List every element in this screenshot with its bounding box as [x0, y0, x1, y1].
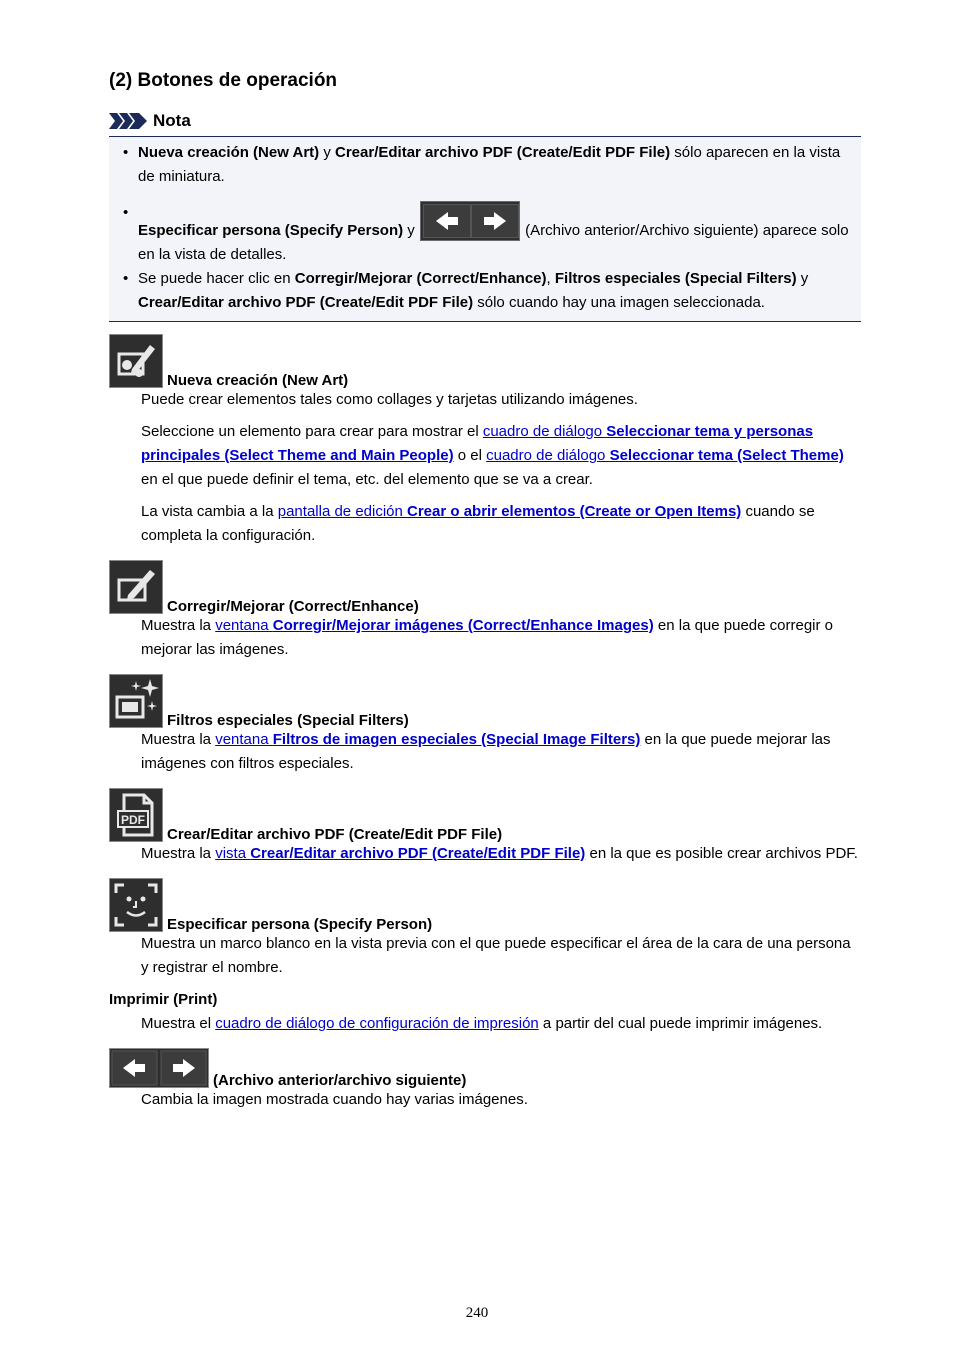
prev-next-buttons-image	[420, 201, 520, 241]
create-edit-pdf-view-link[interactable]: vista Crear/Editar archivo PDF (Create/Edit PDF File)	[215, 845, 586, 862]
text: ,	[546, 270, 555, 287]
print-description	[141, 1012, 861, 1036]
face-frame-icon	[109, 878, 163, 932]
print-label: Imprimir (Print)	[109, 991, 218, 1008]
previous-arrow-icon	[423, 204, 471, 238]
bullet: •	[123, 204, 129, 221]
next-arrow-icon	[471, 204, 519, 238]
text: y	[796, 270, 809, 287]
bold-term: Filtros especiales (Special Filters)	[554, 270, 797, 287]
text: Seleccione un elemento para crear para mostrar el	[141, 423, 483, 440]
create-open-items-link[interactable]: pantalla de edición Crear o abrir elementos (Create or Open Items)	[277, 503, 742, 520]
create-edit-pdf-description	[141, 842, 861, 866]
prev-next-label: (Archivo anterior/archivo siguiente)	[213, 1072, 467, 1089]
bold-term: Especificar persona (Specify Person)	[138, 222, 404, 239]
special-image-filters-link[interactable]: ventana Filtros de imagen especiales (Special Image Filters)	[215, 731, 641, 748]
bold-term: Crear/Editar archivo PDF (Create/Edit PDF File)	[335, 144, 671, 161]
text: en la que puede corregir o mejorar las imágenes.	[141, 617, 834, 658]
special-filters-description	[141, 728, 861, 776]
prev-next-description	[141, 1088, 861, 1112]
note-item	[123, 201, 851, 267]
paragraph: Muestra un marco blanco en la vista previa con el que puede especificar el área de la cara de una persona y registrar el nombre.	[141, 935, 851, 976]
entry-correct-enhance	[109, 560, 861, 662]
text: en la que puede mejorar las imágenes con filtros especiales.	[141, 731, 831, 772]
text: y	[319, 144, 336, 161]
text: en la que es posible crear archivos PDF.	[585, 845, 858, 862]
paragraph	[141, 614, 861, 662]
paragraph	[141, 420, 861, 492]
pdf-file-icon	[109, 788, 163, 842]
text: (Archivo anterior/Archivo siguiente) aparece solo en la vista de detalles.	[138, 222, 849, 263]
new-art-icon	[109, 334, 163, 388]
prev-next-buttons-image	[109, 1048, 209, 1088]
page-content	[109, 68, 861, 1112]
print-settings-dialog-link[interactable]: cuadro de diálogo de configuración de impresión	[215, 1015, 539, 1032]
entry-prev-next	[109, 1048, 861, 1112]
text: y	[403, 222, 419, 239]
bullet: •	[123, 270, 129, 287]
bullet: •	[123, 144, 129, 161]
paragraph: Puede crear elementos tales como collages y tarjetas utilizando imágenes.	[141, 391, 638, 408]
section-title: (2) Botones de operación	[109, 70, 338, 91]
bold-term: Crear/Editar archivo PDF (Create/Edit PDF File)	[138, 294, 474, 311]
text: en el que puede definir el tema, etc. del elemento que se va a crear.	[141, 471, 593, 488]
specify-person-description	[141, 932, 861, 980]
text: Se puede hacer clic en	[138, 270, 295, 287]
correct-enhance-description	[141, 614, 861, 662]
entry-new-art	[109, 334, 861, 548]
entry-specify-person	[109, 878, 861, 980]
paragraph	[141, 842, 861, 866]
text: Muestra el	[141, 1015, 216, 1032]
bold-term: Corregir/Mejorar (Correct/Enhance)	[294, 270, 547, 287]
text: Muestra la	[141, 617, 216, 634]
pdf-icon-text: PDF	[121, 813, 145, 827]
text: sólo aparecen en la vista de miniatura.	[138, 144, 841, 185]
correct-enhance-icon	[109, 560, 163, 614]
note-label: Nota	[153, 111, 191, 130]
text: o el	[453, 447, 487, 464]
select-theme-main-people-link[interactable]: cuadro de diálogo Seleccionar tema y personas principales (Select Theme and Main People)	[141, 423, 814, 464]
paragraph: Cambia la imagen mostrada cuando hay varias imágenes.	[141, 1091, 528, 1108]
note-arrows-icon	[109, 113, 147, 129]
specify-person-label: Especificar persona (Specify Person)	[167, 916, 433, 933]
text: Muestra la	[141, 731, 216, 748]
entry-special-filters	[109, 674, 861, 776]
create-edit-pdf-label: Crear/Editar archivo PDF (Create/Edit PDF File)	[167, 826, 503, 843]
bold-term: Nueva creación (New Art)	[138, 144, 320, 161]
text: a partir del cual puede imprimir imágenes.	[538, 1015, 823, 1032]
text: La vista cambia a la	[141, 503, 278, 520]
correct-enhance-images-link[interactable]: ventana Corregir/Mejorar imágenes (Correct/Enhance Images)	[215, 617, 654, 634]
new-art-description	[141, 388, 861, 548]
note-box	[109, 136, 861, 322]
special-filters-icon	[109, 674, 163, 728]
text: cuando se completa la configuración.	[141, 503, 815, 544]
correct-enhance-label: Corregir/Mejorar (Correct/Enhance)	[167, 598, 419, 615]
entry-create-edit-pdf	[109, 788, 861, 866]
note-header	[109, 110, 861, 132]
paragraph	[141, 728, 861, 776]
special-filters-label: Filtros especiales (Special Filters)	[167, 712, 409, 729]
text: sólo cuando hay una imagen seleccionada.	[473, 294, 765, 311]
select-theme-link[interactable]: cuadro de diálogo Seleccionar tema (Select Theme)	[486, 447, 844, 464]
page-number: 240	[465, 1305, 489, 1321]
new-art-label: Nueva creación (New Art)	[167, 372, 349, 389]
note-item	[123, 267, 851, 315]
note-item	[123, 141, 851, 189]
paragraph	[141, 1012, 861, 1036]
text: Muestra la	[141, 845, 216, 862]
paragraph	[141, 500, 861, 548]
